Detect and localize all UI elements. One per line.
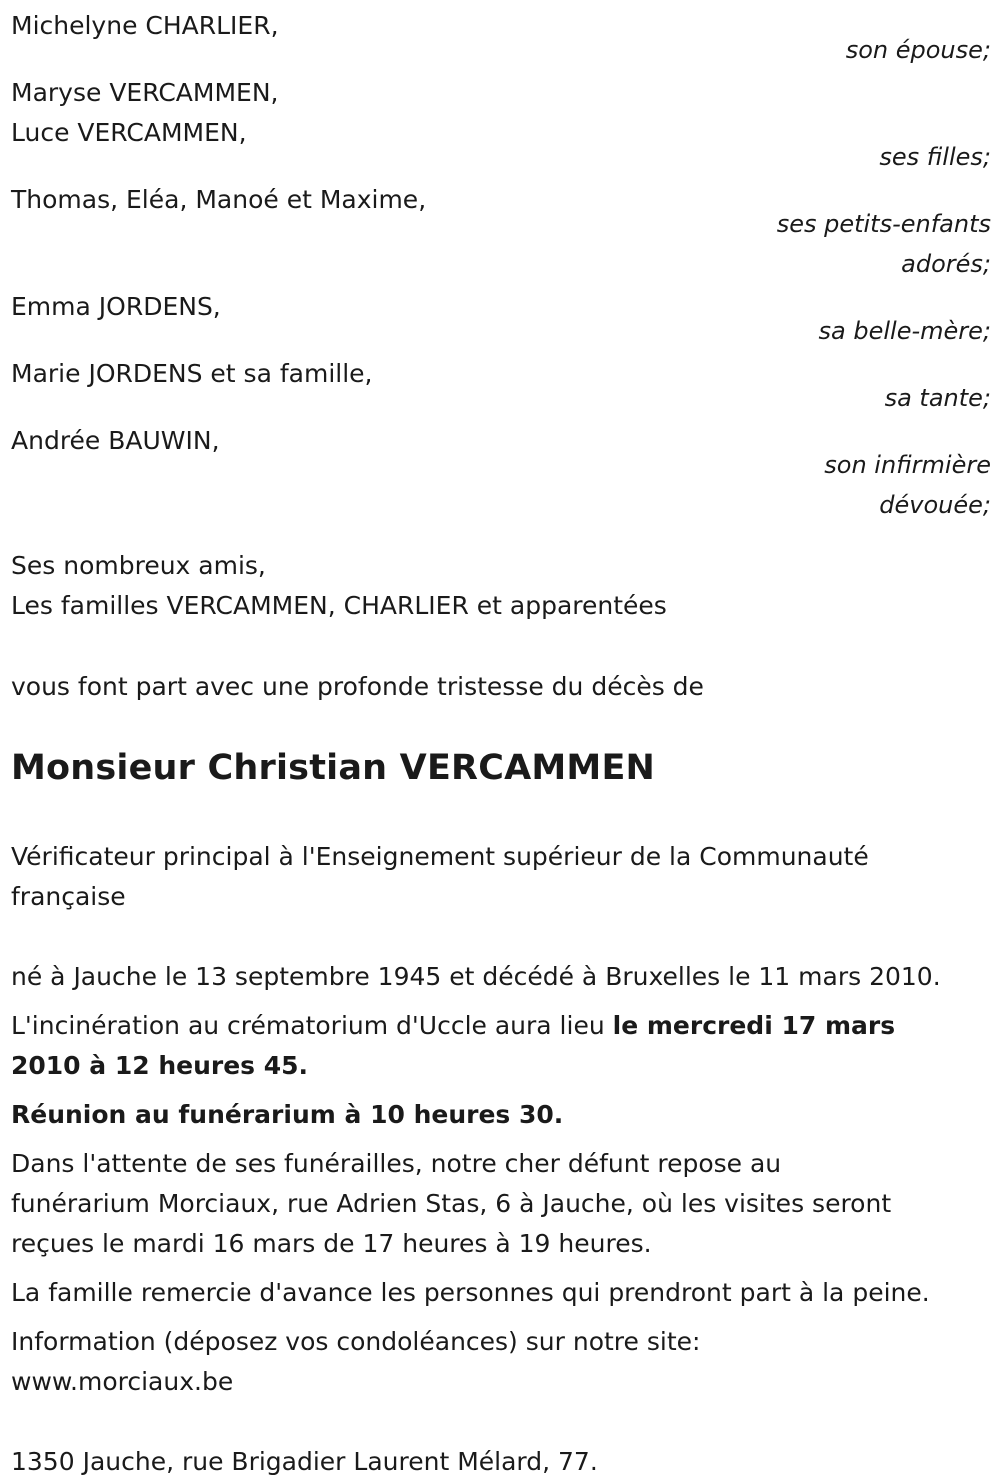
family-group [11, 6, 991, 70]
cremation-plain: L'incinération au crématorium d'Uccle aura lieu [11, 1011, 613, 1040]
family-group [11, 73, 991, 177]
announcement-text: vous font part avec une profonde tristesse du décès de [11, 672, 704, 701]
title-line: française [11, 882, 126, 911]
cremation-text [11, 1006, 991, 1086]
deceased-title [11, 837, 991, 917]
visits-line: Dans l'attente de ses funérailles, notre cher défunt repose au [11, 1149, 782, 1178]
family-name: Marie JORDENS et sa famille, [11, 359, 373, 388]
thanks-text: La famille remercie d'avance les personnes qui prendront part à la peine. [11, 1278, 930, 1307]
family-name: Luce VERCAMMEN, [11, 118, 247, 147]
address-text: 1350 Jauche, rue Brigadier Laurent Mélard, 77. [11, 1447, 598, 1476]
family-name: Michelyne CHARLIER, [11, 11, 279, 40]
family-name: Andrée BAUWIN, [11, 426, 220, 455]
family-relation: sa tante; [884, 384, 991, 412]
family-relation: dévouée; [879, 491, 991, 519]
obituary-notice [11, 6, 991, 1482]
birth-death-text: né à Jauche le 13 septembre 1945 et décédé à Bruxelles le 11 mars 2010. [11, 962, 941, 991]
cremation-date: le mercredi 17 mars [612, 1011, 896, 1040]
family-name: Maryse VERCAMMEN, [11, 78, 279, 107]
visits-line: reçues le mardi 16 mars de 17 heures à 19 heures. [11, 1229, 652, 1258]
family-relation: son infirmière [824, 451, 991, 479]
reunion-text [11, 1095, 991, 1135]
others-line: Les familles VERCAMMEN, CHARLIER et apparentées [11, 591, 667, 620]
info-line: Information (déposez vos condoléances) sur notre site: [11, 1327, 701, 1356]
family-relation: ses filles; [879, 143, 991, 171]
family-relation: sa belle-mère; [818, 317, 991, 345]
family-relation: son épouse; [845, 36, 991, 64]
others-group [11, 546, 991, 626]
family-group [11, 287, 991, 351]
family-group [11, 180, 991, 284]
info-text [11, 1322, 991, 1402]
family-relation: adorés; [901, 250, 991, 278]
title-line: Vérificateur principal à l'Enseignement supérieur de la Communauté [11, 842, 869, 871]
reunion-bold: Réunion au funérarium à 10 heures 30. [11, 1100, 564, 1129]
family-group [11, 421, 991, 525]
visits-text [11, 1144, 991, 1264]
family-group [11, 354, 991, 418]
visits-line: funérarium Morciaux, rue Adrien Stas, 6 à Jauche, où les visites seront [11, 1189, 892, 1218]
deceased-name: Monsieur Christian VERCAMMEN [11, 748, 656, 788]
website-link[interactable]: www.morciaux.be [11, 1367, 234, 1396]
family-relation: ses petits-enfants [776, 210, 991, 238]
cremation-time: 2010 à 12 heures 45. [11, 1051, 309, 1080]
others-line: Ses nombreux amis, [11, 551, 266, 580]
family-name: Thomas, Eléa, Manoé et Maxime, [11, 185, 427, 214]
family-name: Emma JORDENS, [11, 292, 221, 321]
